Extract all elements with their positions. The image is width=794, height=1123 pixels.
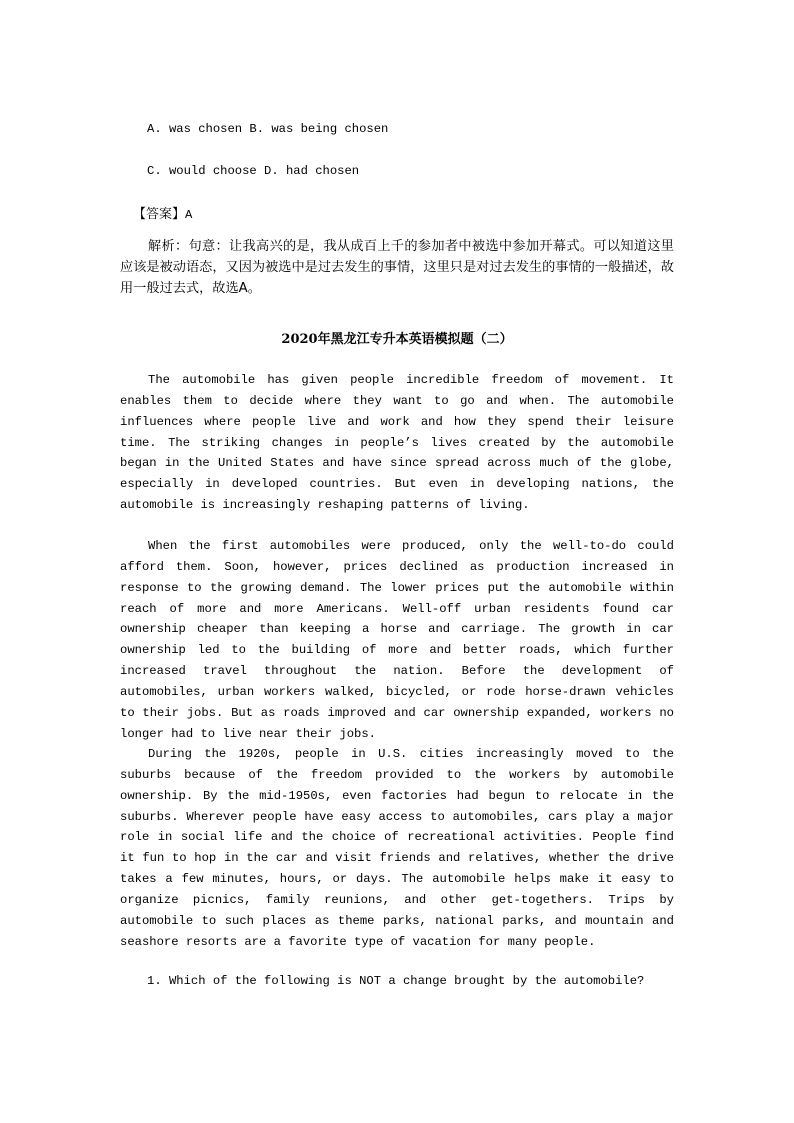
passage-paragraph-2: When the first automobiles were produced, only the well-to-do could afford them. Soon, however, prices declined as production increased in response to the growing demand. The lower prices put the automobile within reach of more and more Americans. Well-off urban residents found car ownership cheaper than keeping a horse and carriage. The growth in car ownership led to the building of more and better roads, which further increased travel throughout the nation. Before the development of automobiles, urban workers walked, bicycled, or rode horse-drawn vehicles to their jobs. But as roads improved and car ownership expanded, workers no longer had to live near their jobs. xyxy=(120,539,674,741)
passage-paragraph-1: The automobile has given people incredible freedom of movement. It enables them to decide where they want to go and when. The automobile influences where people live and work and how they spend their leisure time. The striking changes in people’s lives created by the automobile began in the United States and have since spread across much of the globe, especially in developed countries. But even in developing nations, the automobile is increasingly reshaping patterns of living. xyxy=(120,373,674,513)
explanation-paragraph: 解析：句意：让我高兴的是，我从成百上千的参加者中被选中参加开幕式。可以知道这里应该是被动语态，又因为被选中是过去发生的事情，这里只是对过去发生的事情的一般描述，故用一般过去式，故选A。 xyxy=(120,239,674,296)
answer-line xyxy=(133,203,192,222)
question-1: 1. Which of the following is NOT a change brought by the automobile? xyxy=(147,974,645,988)
options-line-cd: C. would choose D. had chosen xyxy=(147,164,360,178)
answer-value: A xyxy=(185,208,193,222)
answer-label: 【答案】 xyxy=(133,207,186,222)
options-line-ab: A. was chosen B. was being chosen xyxy=(147,122,389,136)
section-title: 2020年黑龙江专升本英语模拟题（二） xyxy=(281,332,513,347)
passage-paragraph-3: During the 1920s, people in U.S. cities increasingly moved to the suburbs because of the freedom provided to the workers by automobile ownership. By the mid-1950s, even factories had begun to relocate in the suburbs. Wherever people have easy access to automobiles, cars play a major role in social life and the choice of recreational activities. People find it fun to hop in the car and visit friends and relatives, whether the drive takes a few minutes, hours, or days. The automobile helps make it easy to organize picnics, family reunions, and other get-togethers. Trips by automobile to such places as theme parks, national parks, and mountain and seashore resorts are a favorite type of vacation for many people. xyxy=(120,747,674,949)
